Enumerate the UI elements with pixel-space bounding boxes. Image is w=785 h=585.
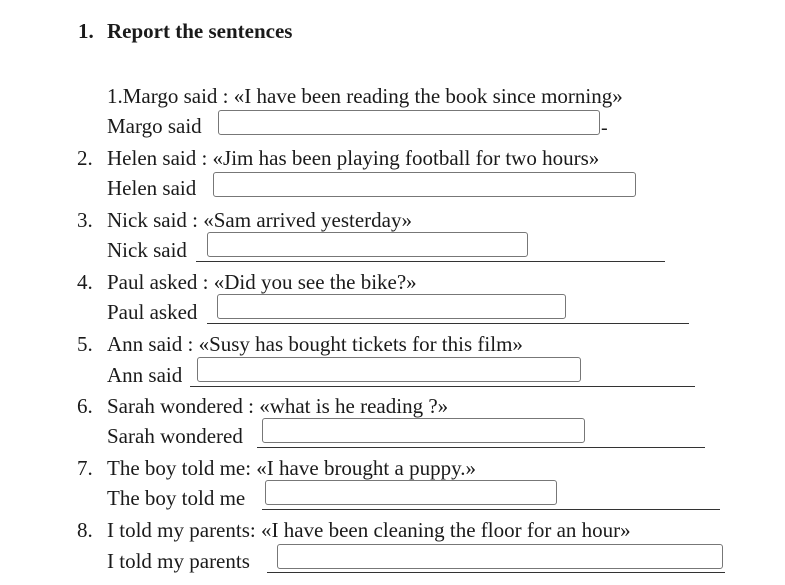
item-4-answer-field[interactable] [217,294,566,319]
item-4-label: Paul asked [107,300,198,324]
item-2-label: Helen said [107,176,197,200]
item-6-marker: 6. [77,394,93,418]
item-4-marker: 4. [77,270,93,294]
item-2-answer-field[interactable] [213,172,636,197]
exercise-number: 1. [78,19,94,43]
item-4-sentence: Paul asked : «Did you see the bike?» [107,270,417,294]
item-5-answer-field[interactable] [197,357,581,382]
item-8-label: I told my parents [107,549,250,573]
item-1-sentence: 1.Margo said : «I have been reading the book since morning» [107,84,623,108]
item-5-sentence: Ann said : «Susy has bought tickets for this film» [107,332,523,356]
item-8-underline [267,572,725,573]
exercise-title [78,19,292,44]
item-7-sentence: The boy told me: «I have brought a puppy.» [107,456,476,480]
item-3-answer-field[interactable] [207,232,528,257]
item-6-label: Sarah wondered [107,424,243,448]
item-3-label: Nick said [107,238,187,262]
item-1-label: Margo said [107,114,202,138]
item-2-marker: 2. [77,146,93,170]
item-3-sentence: Nick said : «Sam arrived yesterday» [107,208,412,232]
item-7-underline [262,509,720,510]
item-7-answer-field[interactable] [265,480,557,505]
item-7-marker: 7. [77,456,93,480]
item-8-marker: 8. [77,518,93,542]
item-6-answer-field[interactable] [262,418,585,443]
item-1-answer-field[interactable] [218,110,600,135]
item-5-marker: 5. [77,332,93,356]
item-2-sentence: Helen said : «Jim has been playing football for two hours» [107,146,600,170]
exercise-title-text: Report the sentences [107,19,293,43]
item-4-underline [207,323,689,324]
item-7-label: The boy told me [107,486,246,510]
item-3-underline [196,261,665,262]
item-6-sentence: Sarah wondered : «what is he reading ?» [107,394,449,418]
item-8-answer-field[interactable] [277,544,723,569]
item-5-label: Ann said [107,363,183,387]
item-3-marker: 3. [77,208,93,232]
item-5-underline [190,386,695,387]
item-6-underline [257,447,705,448]
item-1-trailing-mark: - [601,117,608,139]
item-8-sentence: I told my parents: «I have been cleaning the floor for an hour» [107,518,631,542]
